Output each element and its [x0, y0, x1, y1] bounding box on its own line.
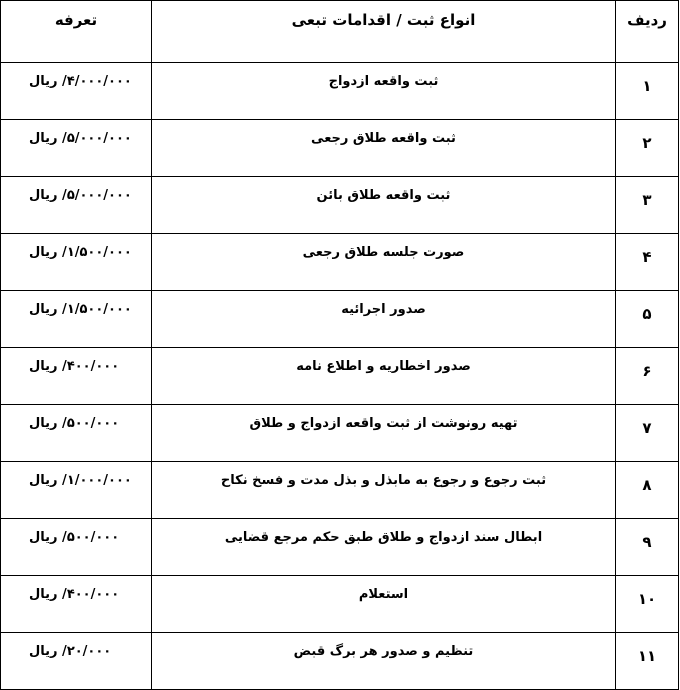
- row-fee: ۵۰۰/۰۰۰/ ریال: [1, 519, 152, 576]
- table-row: [1, 348, 679, 405]
- row-fee: ۱/۵۰۰/۰۰۰/ ریال: [1, 291, 152, 348]
- table-row: [1, 120, 679, 177]
- row-type: صورت جلسه طلاق رجعی: [152, 234, 616, 291]
- table-row: [1, 519, 679, 576]
- table-row: [1, 234, 679, 291]
- row-index: ۹: [616, 519, 679, 576]
- row-index: ۱۰: [616, 576, 679, 633]
- row-fee: ۵/۰۰۰/۰۰۰/ ریال: [1, 120, 152, 177]
- header-fee: تعرفه: [1, 1, 152, 63]
- row-index: ۳: [616, 177, 679, 234]
- row-index: ۲: [616, 120, 679, 177]
- row-type: صدور اخطاریه و اطلاع نامه: [152, 348, 616, 405]
- table-row: [1, 633, 679, 690]
- row-fee: ۴۰۰/۰۰۰/ ریال: [1, 576, 152, 633]
- table-row: [1, 63, 679, 120]
- header-type: انواع ثبت / اقدامات تبعی: [152, 1, 616, 63]
- row-index: ۷: [616, 405, 679, 462]
- header-row: [1, 1, 679, 63]
- row-index: ۸: [616, 462, 679, 519]
- row-fee: ۱/۵۰۰/۰۰۰/ ریال: [1, 234, 152, 291]
- header-index: ردیف: [616, 1, 679, 63]
- row-type: ابطال سند ازدواج و طلاق طبق حکم مرجع قضایی: [152, 519, 616, 576]
- row-fee: ۱/۰۰۰/۰۰۰/ ریال: [1, 462, 152, 519]
- row-type: ثبت واقعه طلاق رجعی: [152, 120, 616, 177]
- row-index: ۱۱: [616, 633, 679, 690]
- row-type: ثبت واقعه طلاق بائن: [152, 177, 616, 234]
- table-row: [1, 291, 679, 348]
- row-fee: ۵/۰۰۰/۰۰۰/ ریال: [1, 177, 152, 234]
- table-row: [1, 177, 679, 234]
- row-type: تنظیم و صدور هر برگ قبض: [152, 633, 616, 690]
- row-type: ثبت رجوع و رجوع به مابذل و بذل مدت و فسخ نکاح: [152, 462, 616, 519]
- row-index: ۱: [616, 63, 679, 120]
- row-index: ۶: [616, 348, 679, 405]
- table-row: [1, 405, 679, 462]
- row-type: تهیه رونوشت از ثبت واقعه ازدواج و طلاق: [152, 405, 616, 462]
- row-fee: ۴/۰۰۰/۰۰۰/ ریال: [1, 63, 152, 120]
- row-fee: ۲۰/۰۰۰/ ریال: [1, 633, 152, 690]
- row-type: صدور اجرائیه: [152, 291, 616, 348]
- row-fee: ۵۰۰/۰۰۰/ ریال: [1, 405, 152, 462]
- row-type: ثبت واقعه ازدواج: [152, 63, 616, 120]
- table-row: [1, 462, 679, 519]
- row-type: استعلام: [152, 576, 616, 633]
- table-row: [1, 576, 679, 633]
- row-fee: ۴۰۰/۰۰۰/ ریال: [1, 348, 152, 405]
- row-index: ۴: [616, 234, 679, 291]
- row-index: ۵: [616, 291, 679, 348]
